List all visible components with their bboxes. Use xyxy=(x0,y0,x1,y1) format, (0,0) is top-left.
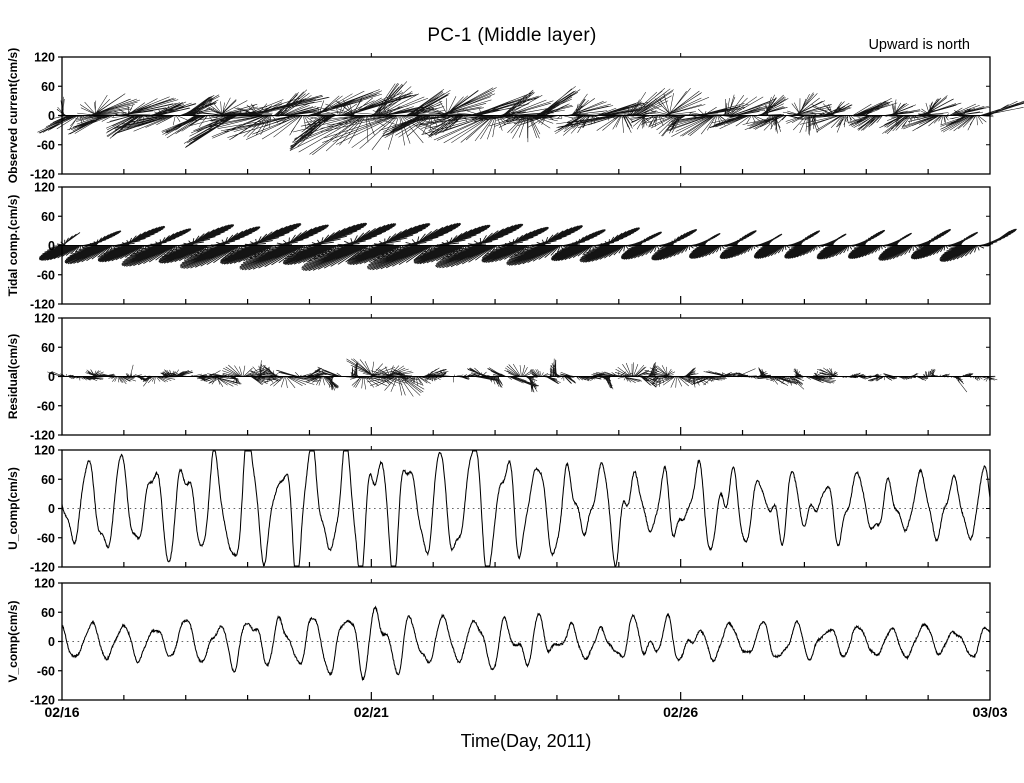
stick-series-residual xyxy=(47,359,997,397)
y-tick-label: 120 xyxy=(34,180,55,195)
y-tick-label: -120 xyxy=(29,693,55,708)
y-tick-label: -60 xyxy=(36,399,55,414)
y-tick-label: 0 xyxy=(48,635,55,649)
chart-title: PC-1 (Middle layer) xyxy=(427,25,597,46)
panel-u-component xyxy=(6,444,990,575)
y-tick-label: 0 xyxy=(48,502,55,516)
y-tick-label: -60 xyxy=(36,268,55,283)
y-tick-label: 120 xyxy=(34,50,55,65)
y-axis-label-observed-current: Observed current(cm/s) xyxy=(6,47,20,184)
x-axis-label: Time(Day, 2011) xyxy=(460,731,592,751)
y-tick-label: 0 xyxy=(48,109,55,123)
stick-series-tidal xyxy=(39,223,1017,271)
y-tick-label: -60 xyxy=(36,138,55,153)
line-series-v xyxy=(62,607,990,680)
y-tick-label: -60 xyxy=(36,664,55,679)
y-axis-label-residual: Residual(cm/s) xyxy=(6,333,20,420)
north-direction-annotation: Upward is north xyxy=(868,37,970,53)
y-tick-label: -120 xyxy=(29,560,55,575)
x-tick-label: 02/16 xyxy=(44,704,80,720)
x-tick-label: 03/03 xyxy=(972,704,1008,720)
x-tick-label: 02/21 xyxy=(353,704,389,720)
y-tick-label: -120 xyxy=(29,297,55,312)
panel-observed-current xyxy=(6,48,1024,183)
y-axis-label-v-component: V_comp(cm/s) xyxy=(6,600,20,683)
y-axis-label-u-component: U_comp(cm/s) xyxy=(6,467,20,550)
y-tick-label: 120 xyxy=(34,443,55,458)
panel-residual xyxy=(6,312,997,443)
stick-series-tidal-plus-residual xyxy=(37,81,1024,154)
x-tick-label: 02/26 xyxy=(663,704,699,720)
panel-tidal-component xyxy=(6,181,1017,312)
y-tick-label: 120 xyxy=(34,576,55,591)
y-tick-label: 60 xyxy=(41,79,55,94)
y-axis-label-tidal-component: Tidal comp.(cm/s) xyxy=(6,194,20,297)
panel-v-component xyxy=(6,577,1008,721)
y-tick-label: 120 xyxy=(34,311,55,326)
y-tick-label: -120 xyxy=(29,428,55,443)
y-tick-label: -60 xyxy=(36,531,55,546)
y-tick-label: 60 xyxy=(41,605,55,620)
y-tick-label: 60 xyxy=(41,340,55,355)
y-tick-label: -120 xyxy=(29,167,55,182)
y-tick-label: 60 xyxy=(41,209,55,224)
y-tick-label: 0 xyxy=(48,239,55,253)
y-tick-label: 60 xyxy=(41,472,55,487)
y-tick-label: 0 xyxy=(48,370,55,384)
